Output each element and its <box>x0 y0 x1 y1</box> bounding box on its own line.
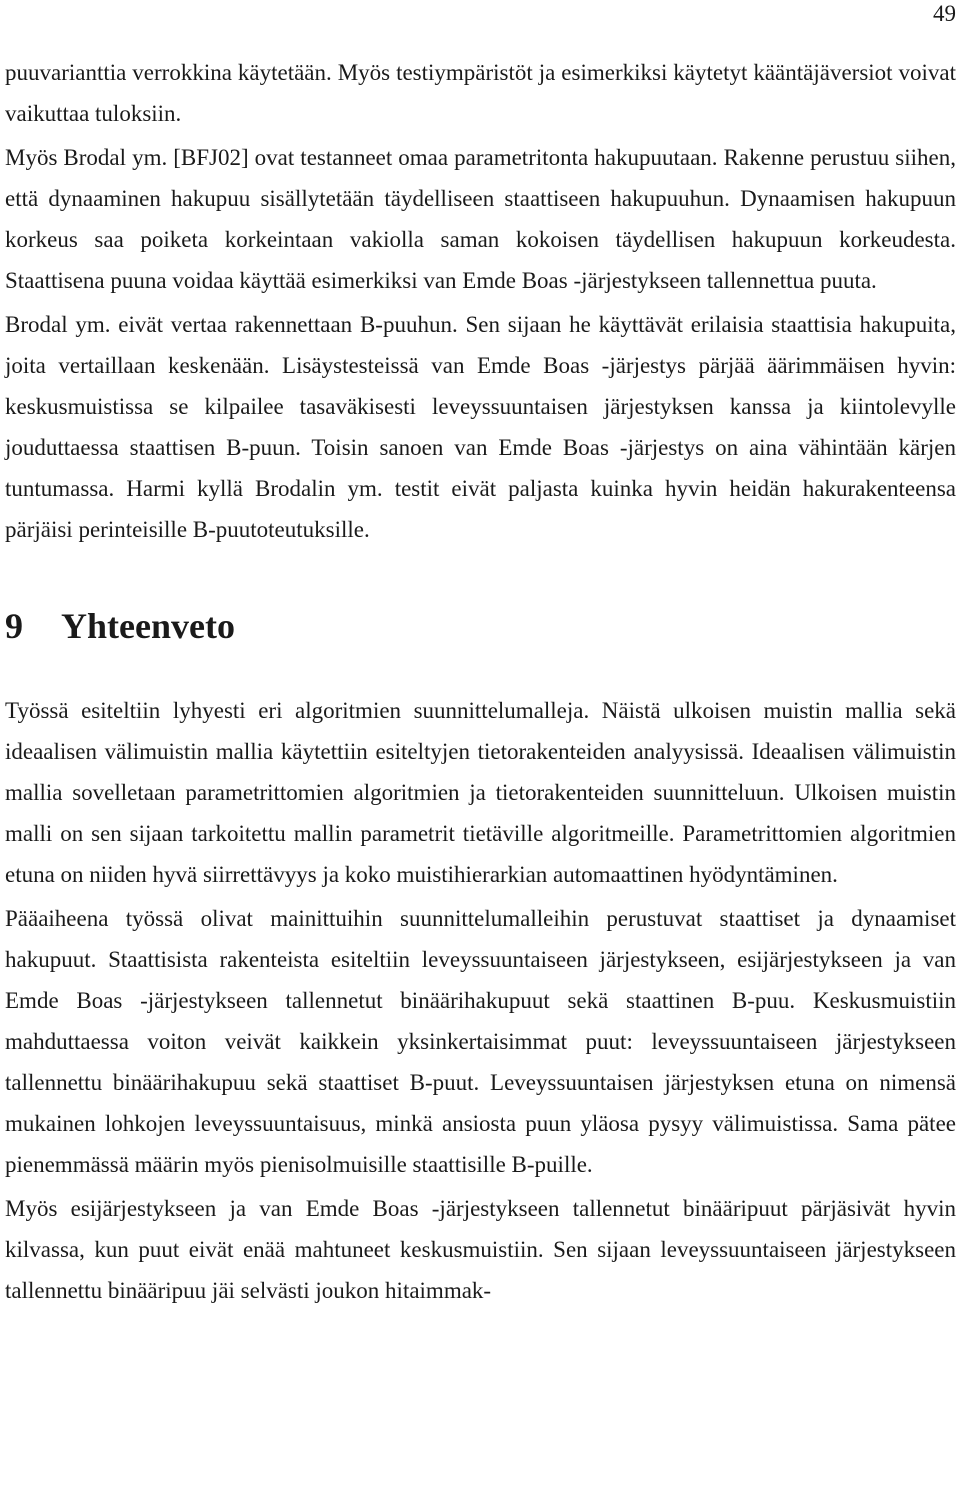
section-title: Yhteenveto <box>61 606 235 646</box>
body-paragraph: Myös Brodal ym. [BFJ02] ovat testanneet omaa parametritonta hakupuutaan. Rakenne perustuu siihen, että dynaaminen hakupuu sisällytetään täydelliseen staattiseen hakupuuhun. Dynaamisen hakupuun korkeus saa poiketa korkeintaan vakiolla saman kokoisen täydellisen hakupuun korkeudesta. Staattisena puuna voidaa käyttää esimerkiksi van Emde Boas -järjestykseen tallennettua puuta. <box>5 145 956 293</box>
body-paragraph: Työssä esiteltiin lyhyesti eri algoritmien suunnittelumalleja. Näistä ulkoisen muistin mallia sekä ideaalisen välimuistin mallia käytettiin esiteltyjen tietorakenteiden analyysissä. Ideaalisen välimuistin mallia sovelletaan parametrittomien algoritmien ja tietorakenteiden suunnitteluun. Ulkoisen muistin malli on sen sijaan tarkoitettu mallin parametrit tietäville algoritmeille. Parametrittomien algoritmien etuna on niiden hyvä siirrettävyys ja koko muistihierarkian automaattinen hyödyntäminen. <box>5 698 956 887</box>
page-number: 49 <box>933 1 956 26</box>
section-number: 9 <box>5 606 23 646</box>
body-paragraph: puuvarianttia verrokkina käytetään. Myös testiympäristöt ja esimerkiksi käytetyt kääntäjäversiot voivat vaikuttaa tuloksiin. <box>5 60 956 126</box>
body-paragraph: Pääaiheena työssä olivat mainittuihin suunnittelumalleihin perustuvat staattiset ja dynaamiset hakupuut. Staattisista rakenteista esiteltiin leveyssuuntaiseen järjestykseen, esijärjestykseen ja van Emde Boas -järjestykseen tallennetut binäärihakupuut sekä staattinen B-puu. Keskusmuistiin mahduttaessa voiton veivät kaikkein yksinkertaisimmat puut: leveyssuuntaiseen järjestykseen tallennettu binäärihakupuu sekä staattiset B-puut. Leveyssuuntaisen järjestyksen etuna on nimensä mukainen lohkojen leveyssuuntaisuus, minkä ansiosta puun yläosa pysyy välimuistissa. Sama pätee pienemmässä määrin myös pienisolmuisille staattisille B-puille. <box>5 906 956 1177</box>
body-paragraph: Myös esijärjestykseen ja van Emde Boas -järjestykseen tallennetut binääripuut pärjäsivät hyvin kilvassa, kun puut eivät enää mahtuneet keskusmuistiin. Sen sijaan leveyssuuntaiseen järjestykseen tallennettu binääripuu jäi selvästi joukon hitaimmak- <box>5 1196 956 1303</box>
page-body <box>5 52 956 1311</box>
body-paragraph: Brodal ym. eivät vertaa rakennettaan B-puuhun. Sen sijaan he käyttävät erilaisia staattisia hakupuita, joita vertaillaan keskenään. Lisäystesteissä van Emde Boas -järjestys pärjää äärimmäisen hyvin: keskusmuistissa se kilpailee tasaväkisesti leveyssuuntaisen järjestyksen kanssa ja kiintolevylle jouduttaessa staattisen B-puun. Toisin sanoen van Emde Boas -järjestys on aina vähintään kärjen tuntumassa. Harmi kyllä Brodalin ym. testit eivät paljasta kuinka hyvin heidän hakurakenteensa pärjäisi perinteisille B-puutoteutuksille. <box>5 312 956 542</box>
section-heading <box>5 606 956 646</box>
